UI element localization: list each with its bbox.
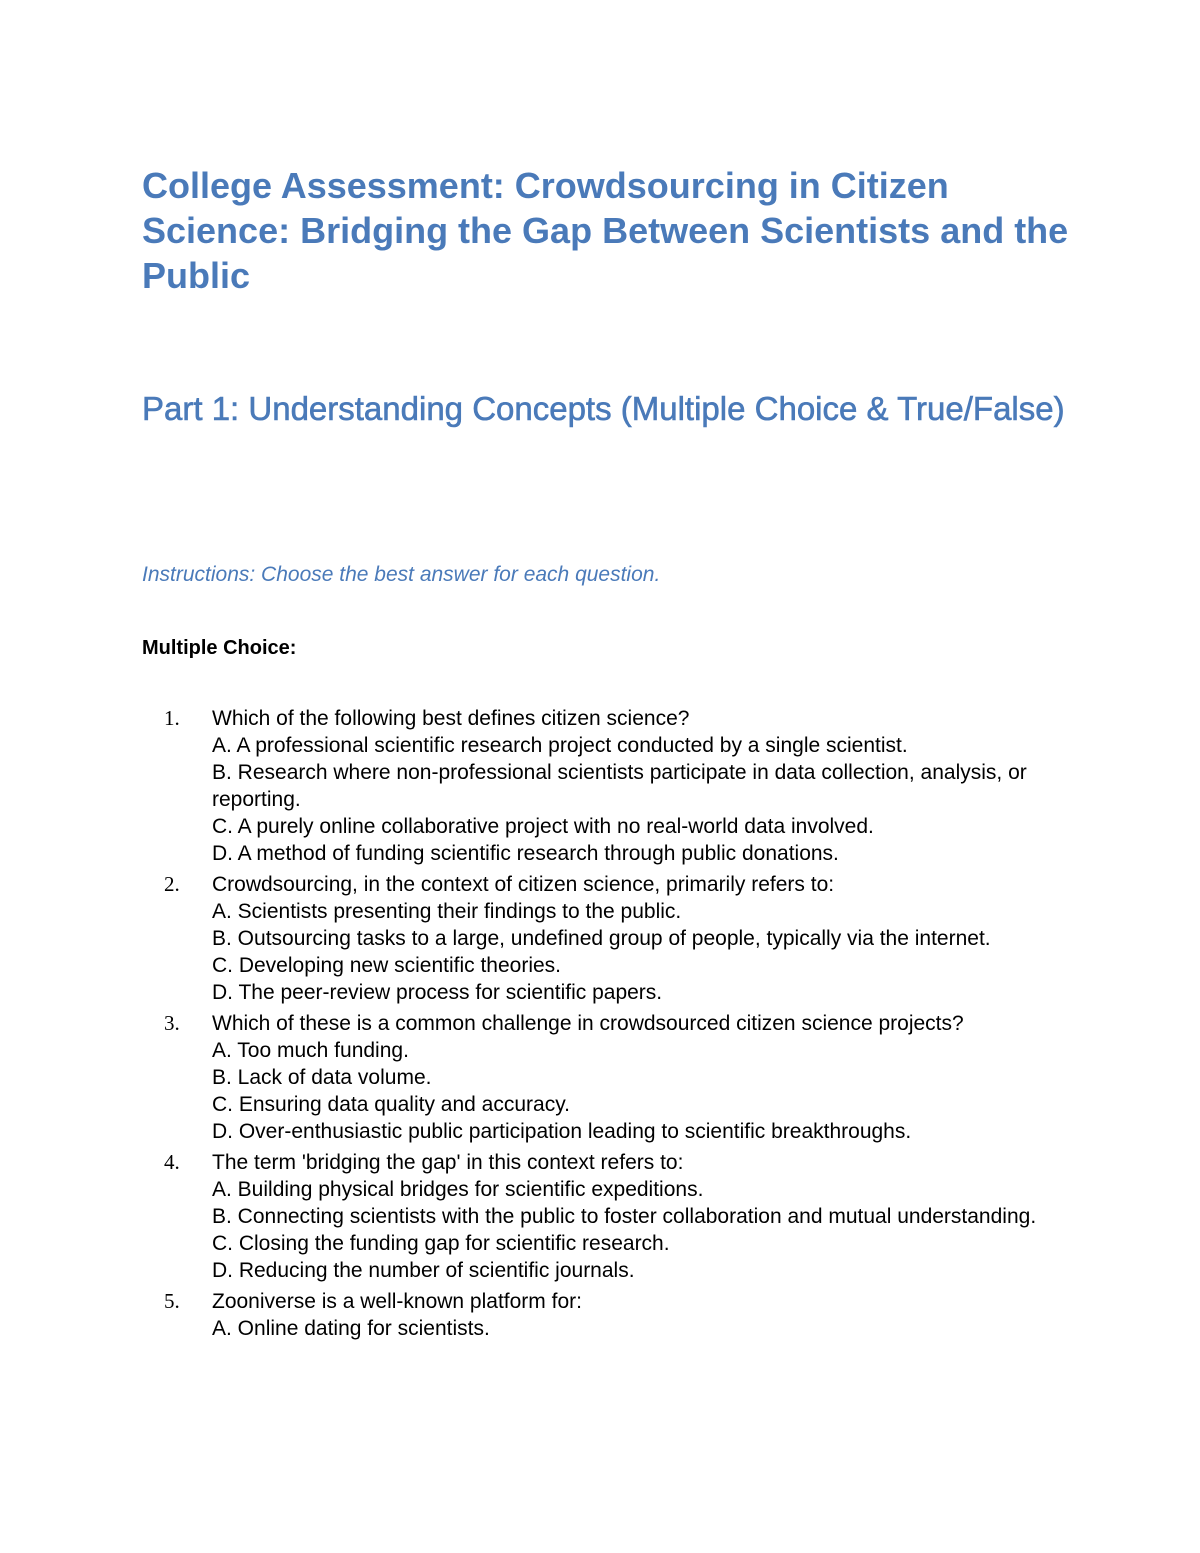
answer-option: A. Scientists presenting their findings to the public.: [212, 900, 682, 923]
answer-option: B. Research where non-professional scientists participate in data collection, analysis, or reporting.: [212, 761, 1027, 811]
question-text: Zooniverse is a well-known platform for:: [212, 1290, 582, 1313]
question-number: 1.: [164, 706, 180, 730]
question-item: [0, 1010, 1200, 1145]
question-item: [0, 705, 1200, 867]
question-body: [212, 871, 1072, 1006]
question-body: [212, 1149, 1072, 1284]
answer-option: D. The peer-review process for scientific papers.: [212, 981, 663, 1004]
answer-option: C. Developing new scientific theories.: [212, 954, 562, 977]
question-text: Crowdsourcing, in the context of citizen science, primarily refers to:: [212, 873, 835, 896]
answer-option: A. Too much funding.: [212, 1039, 409, 1062]
question-number: 3.: [164, 1011, 180, 1035]
answer-option: C. Ensuring data quality and accuracy.: [212, 1093, 570, 1116]
question-body: [212, 1288, 1072, 1342]
question-body: [212, 1010, 1072, 1145]
section-heading: Part 1: Understanding Concepts (Multiple Choice & True/False): [142, 390, 1065, 427]
question-number: 4.: [164, 1150, 180, 1174]
answer-option: A. Online dating for scientists.: [212, 1317, 490, 1340]
answer-option: D. Over-enthusiastic public participation leading to scientific breakthroughs.: [212, 1120, 912, 1143]
answer-option: D. A method of funding scientific research through public donations.: [212, 842, 839, 865]
multiple-choice-subheading: Multiple Choice:: [142, 637, 297, 659]
answer-option: B. Connecting scientists with the public to foster collaboration and mutual understanding.: [212, 1205, 1037, 1228]
question-item: [0, 1288, 1200, 1342]
question-item: [0, 871, 1200, 1006]
question-text: Which of the following best defines citizen science?: [212, 707, 690, 730]
answer-option: D. Reducing the number of scientific journals.: [212, 1259, 635, 1282]
question-body: [212, 705, 1072, 867]
document-title: College Assessment: Crowdsourcing in Citizen Science: Bridging the Gap Between Scientists and the Public: [142, 165, 1069, 296]
instructions-text: Instructions: Choose the best answer for each question.: [142, 563, 661, 586]
answer-option: A. Building physical bridges for scientific expeditions.: [212, 1178, 704, 1201]
question-list: [0, 705, 1200, 1346]
question-number: 2.: [164, 872, 180, 896]
answer-option: C. Closing the funding gap for scientific research.: [212, 1232, 670, 1255]
question-number: 5.: [164, 1289, 180, 1313]
answer-option: B. Outsourcing tasks to a large, undefined group of people, typically via the internet.: [212, 927, 991, 950]
question-item: [0, 1149, 1200, 1284]
question-text: Which of these is a common challenge in crowdsourced citizen science projects?: [212, 1012, 964, 1035]
answer-option: A. A professional scientific research project conducted by a single scientist.: [212, 734, 908, 757]
answer-option: B. Lack of data volume.: [212, 1066, 432, 1089]
answer-option: C. A purely online collaborative project with no real-world data involved.: [212, 815, 874, 838]
question-text: The term 'bridging the gap' in this context refers to:: [212, 1151, 684, 1174]
